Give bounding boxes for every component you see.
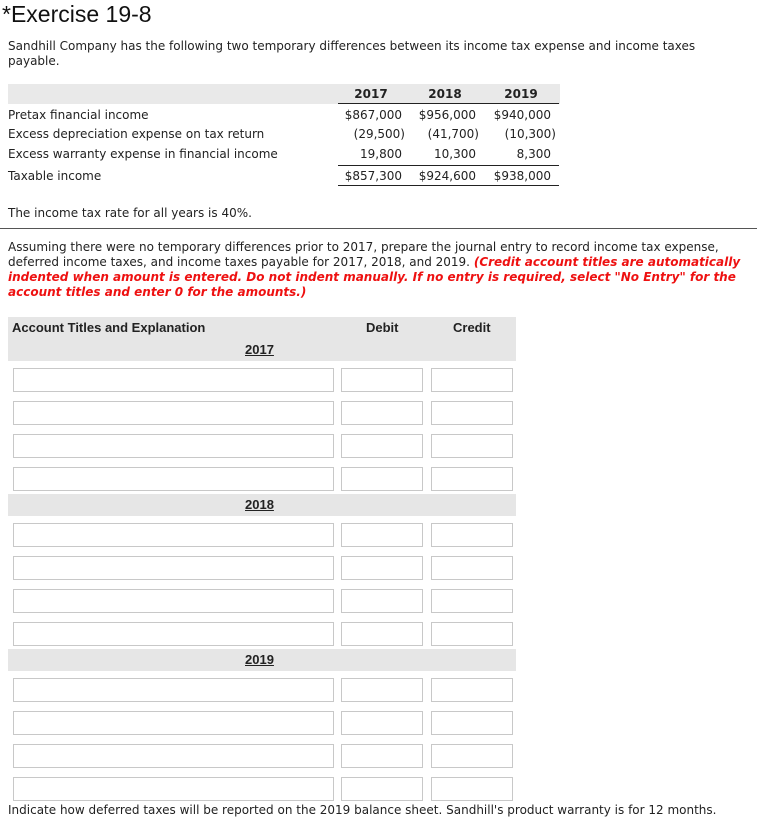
account-title-input[interactable] xyxy=(13,744,334,768)
year-header-2017: 2017 xyxy=(354,87,388,101)
account-title-input[interactable] xyxy=(13,777,334,801)
credit-input[interactable] xyxy=(431,744,513,768)
debit-input[interactable] xyxy=(341,744,423,768)
credit-input[interactable] xyxy=(431,678,513,702)
table-cell: 19,800 xyxy=(360,147,402,161)
account-title-input[interactable] xyxy=(13,401,334,425)
table-cell: $956,000 xyxy=(418,108,476,122)
table-cell: (41,700) xyxy=(427,127,479,141)
credit-input[interactable] xyxy=(431,777,513,801)
debit-input[interactable] xyxy=(341,556,423,580)
table-cell: $857,300 xyxy=(344,169,402,183)
header-underline xyxy=(338,103,559,104)
debit-input[interactable] xyxy=(341,678,423,702)
account-title-input[interactable] xyxy=(13,678,334,702)
row-label: Excess warranty expense in financial income xyxy=(8,147,278,161)
section-year-2018: 2018 xyxy=(245,497,274,512)
section-year-2019: 2019 xyxy=(245,652,274,667)
table-cell: $938,000 xyxy=(493,169,551,183)
account-title-input[interactable] xyxy=(13,711,334,735)
credit-input[interactable] xyxy=(431,368,513,392)
debit-input[interactable] xyxy=(341,777,423,801)
col-credit-header: Credit xyxy=(453,320,491,335)
table-header-band xyxy=(8,84,560,104)
table-cell: 10,300 xyxy=(434,147,476,161)
debit-input[interactable] xyxy=(341,622,423,646)
exercise-title: *Exercise 19-8 xyxy=(2,1,152,27)
credit-input[interactable] xyxy=(431,556,513,580)
intro-text: Sandhill Company has the following two temporary differences between its income tax expense and income taxes payable. xyxy=(8,39,696,68)
debit-input[interactable] xyxy=(341,401,423,425)
debit-input[interactable] xyxy=(341,467,423,491)
debit-input[interactable] xyxy=(341,368,423,392)
year-header-2018: 2018 xyxy=(428,87,462,101)
credit-input[interactable] xyxy=(431,467,513,491)
debit-input[interactable] xyxy=(341,523,423,547)
table-cell: 8,300 xyxy=(516,147,551,161)
account-title-input[interactable] xyxy=(13,523,334,547)
account-title-input[interactable] xyxy=(13,589,334,613)
account-title-input[interactable] xyxy=(13,622,334,646)
row-label: Pretax financial income xyxy=(8,108,149,122)
table-cell: $924,600 xyxy=(418,169,476,183)
table-cell: (29,500) xyxy=(353,127,405,141)
account-title-input[interactable] xyxy=(13,467,334,491)
debit-input[interactable] xyxy=(341,589,423,613)
credit-input[interactable] xyxy=(431,434,513,458)
table-cell: $940,000 xyxy=(493,108,551,122)
col-account-header: Account Titles and Explanation xyxy=(12,320,206,335)
total-rule xyxy=(338,165,559,166)
year-header-2019: 2019 xyxy=(504,87,538,101)
total-underline xyxy=(338,185,559,186)
debit-input[interactable] xyxy=(341,711,423,735)
tax-rate-text: The income tax rate for all years is 40%. xyxy=(8,206,252,220)
account-title-input[interactable] xyxy=(13,434,334,458)
row-label: Excess depreciation expense on tax return xyxy=(8,127,265,141)
credit-input[interactable] xyxy=(431,589,513,613)
account-title-input[interactable] xyxy=(13,368,334,392)
credit-input[interactable] xyxy=(431,622,513,646)
footer-question: Indicate how deferred taxes will be reported on the 2019 balance sheet. Sandhill's product warranty is for 12 months. xyxy=(8,803,717,817)
instructions-text: Assuming there were no temporary differences prior to 2017, prepare the journal entry to record income tax expense, deferred income taxes, and income taxes payable for 2017, 2018, and 2019. xyxy=(8,240,719,269)
account-title-input[interactable] xyxy=(13,556,334,580)
credit-input[interactable] xyxy=(431,711,513,735)
table-cell: (10,300) xyxy=(504,127,556,141)
col-debit-header: Debit xyxy=(366,320,399,335)
row-label: Taxable income xyxy=(8,169,102,183)
credit-input[interactable] xyxy=(431,523,513,547)
instructions-note: (Credit account titles are automatically indented when amount is entered. Do not indent manually. If no entry is required, select "No Entry" for the account titles and enter 0 for the amounts.) xyxy=(8,255,741,299)
instructions xyxy=(8,240,743,300)
table-cell: $867,000 xyxy=(344,108,402,122)
credit-input[interactable] xyxy=(431,401,513,425)
debit-input[interactable] xyxy=(341,434,423,458)
section-divider xyxy=(0,228,757,229)
section-year-2017: 2017 xyxy=(245,342,274,357)
